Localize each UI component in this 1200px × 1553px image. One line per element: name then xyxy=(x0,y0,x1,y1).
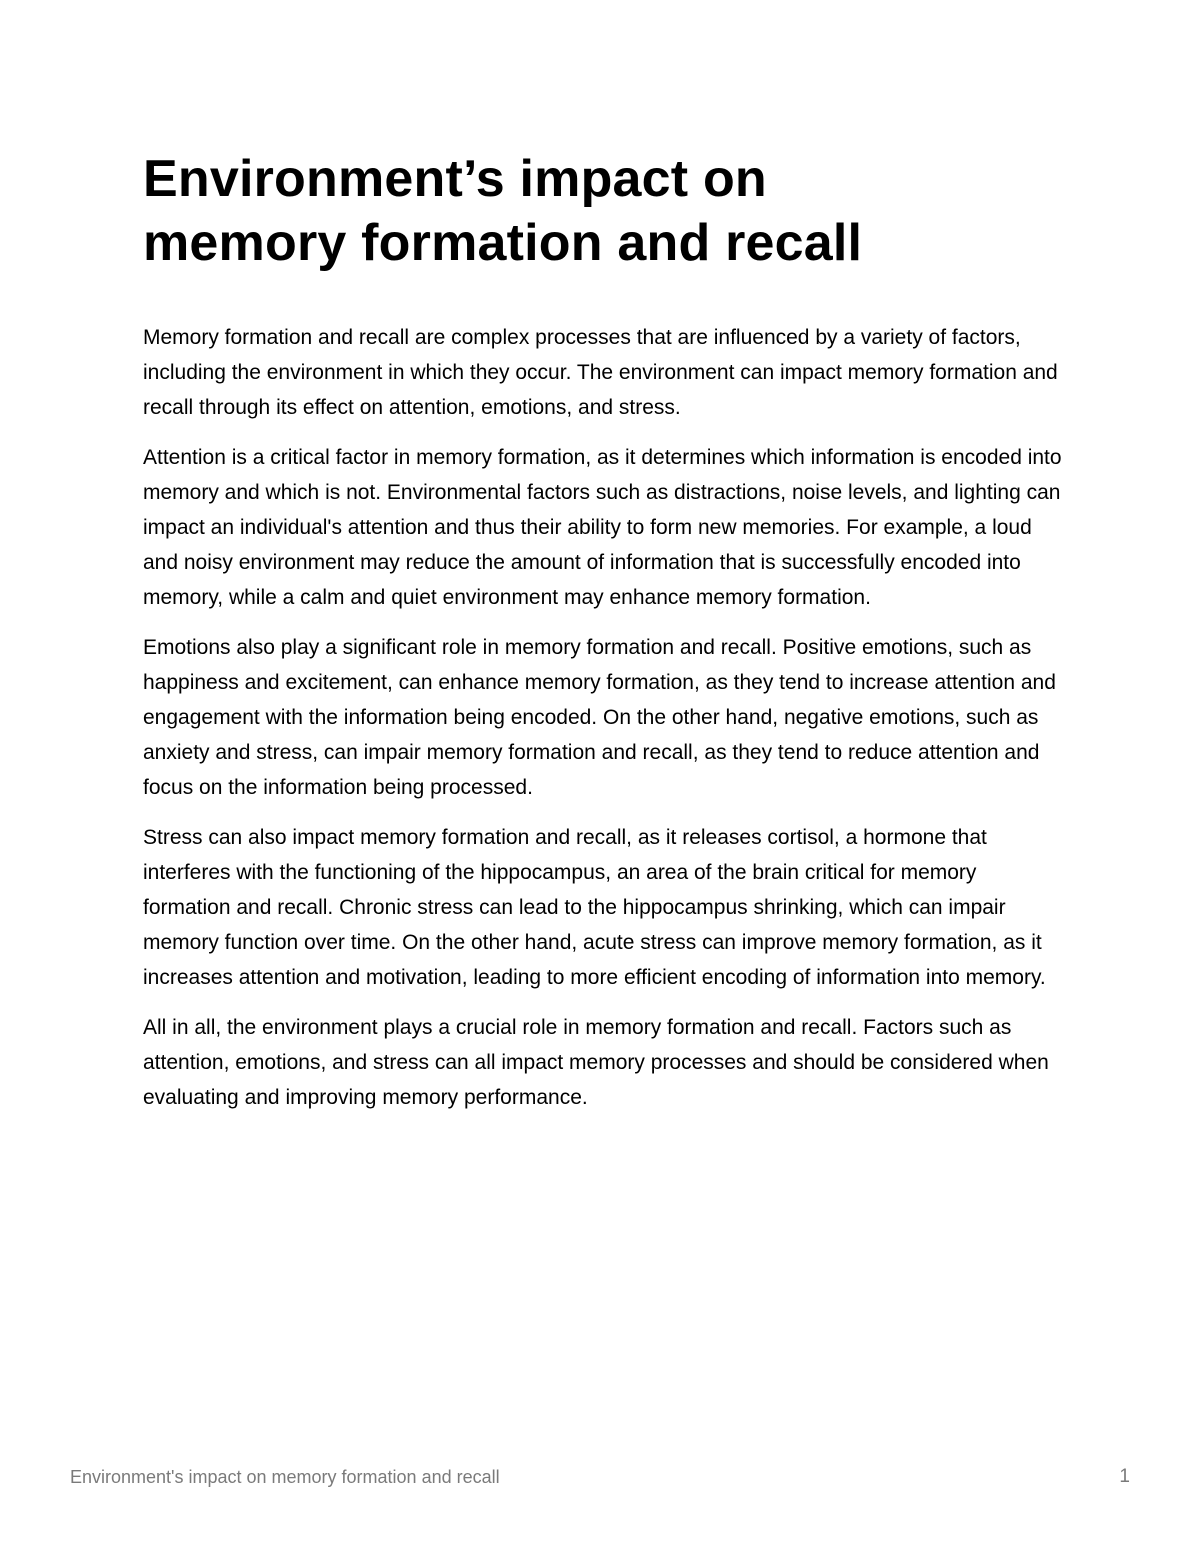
paragraph-intro: Memory formation and recall are complex processes that are influenced by a variety of factors, including the environment in which they occur. The environment can impact memory formation and recall through its effect on attention, emotions, and stress. xyxy=(143,326,1058,419)
paragraph-conclusion: All in all, the environment plays a crucial role in memory formation and recall. Factors such as attention, emotions, and stress can all impact memory processes and should be considered when evaluating and improving memory performance. xyxy=(143,1016,1049,1109)
page-footer xyxy=(70,1462,1130,1492)
footer-title: Environment's impact on memory formation and recall xyxy=(70,1467,500,1487)
paragraph-stress: Stress can also impact memory formation and recall, as it releases cortisol, a hormone that interferes with the functioning of the hippocampus, an area of the brain critical for memory formation and recall. Chronic stress can lead to the hippocampus shrinking, which can impair memory function over time. On the other hand, acute stress can improve memory formation, as it increases attention and motivation, leading to more efficient encoding of information into memory. xyxy=(143,826,1046,989)
document-title-line-1: Environment’s impact on xyxy=(143,150,767,208)
paragraph-attention: Attention is a critical factor in memory formation, as it determines which information is encoded into memory and which is not. Environmental factors such as distractions, noise levels, and lighting can impact an individual's attention and thus their ability to form new memories. For example, a loud and noisy environment may reduce the amount of information that is successfully encoded into memory, while a calm and quiet environment may enhance memory formation. xyxy=(143,446,1062,609)
page-number: 1 xyxy=(1119,1466,1130,1487)
document-title xyxy=(143,147,1063,275)
document-body xyxy=(143,320,1063,1115)
document-title-line-2: memory formation and recall xyxy=(143,214,863,272)
paragraph-emotions: Emotions also play a significant role in memory formation and recall. Positive emotions, such as happiness and excitement, can enhance memory formation, as they tend to increase attention and engagement with the information being encoded. On the other hand, negative emotions, such as anxiety and stress, can impair memory formation and recall, as they tend to reduce attention and focus on the information being processed. xyxy=(143,636,1056,799)
document-content xyxy=(143,147,1063,1130)
